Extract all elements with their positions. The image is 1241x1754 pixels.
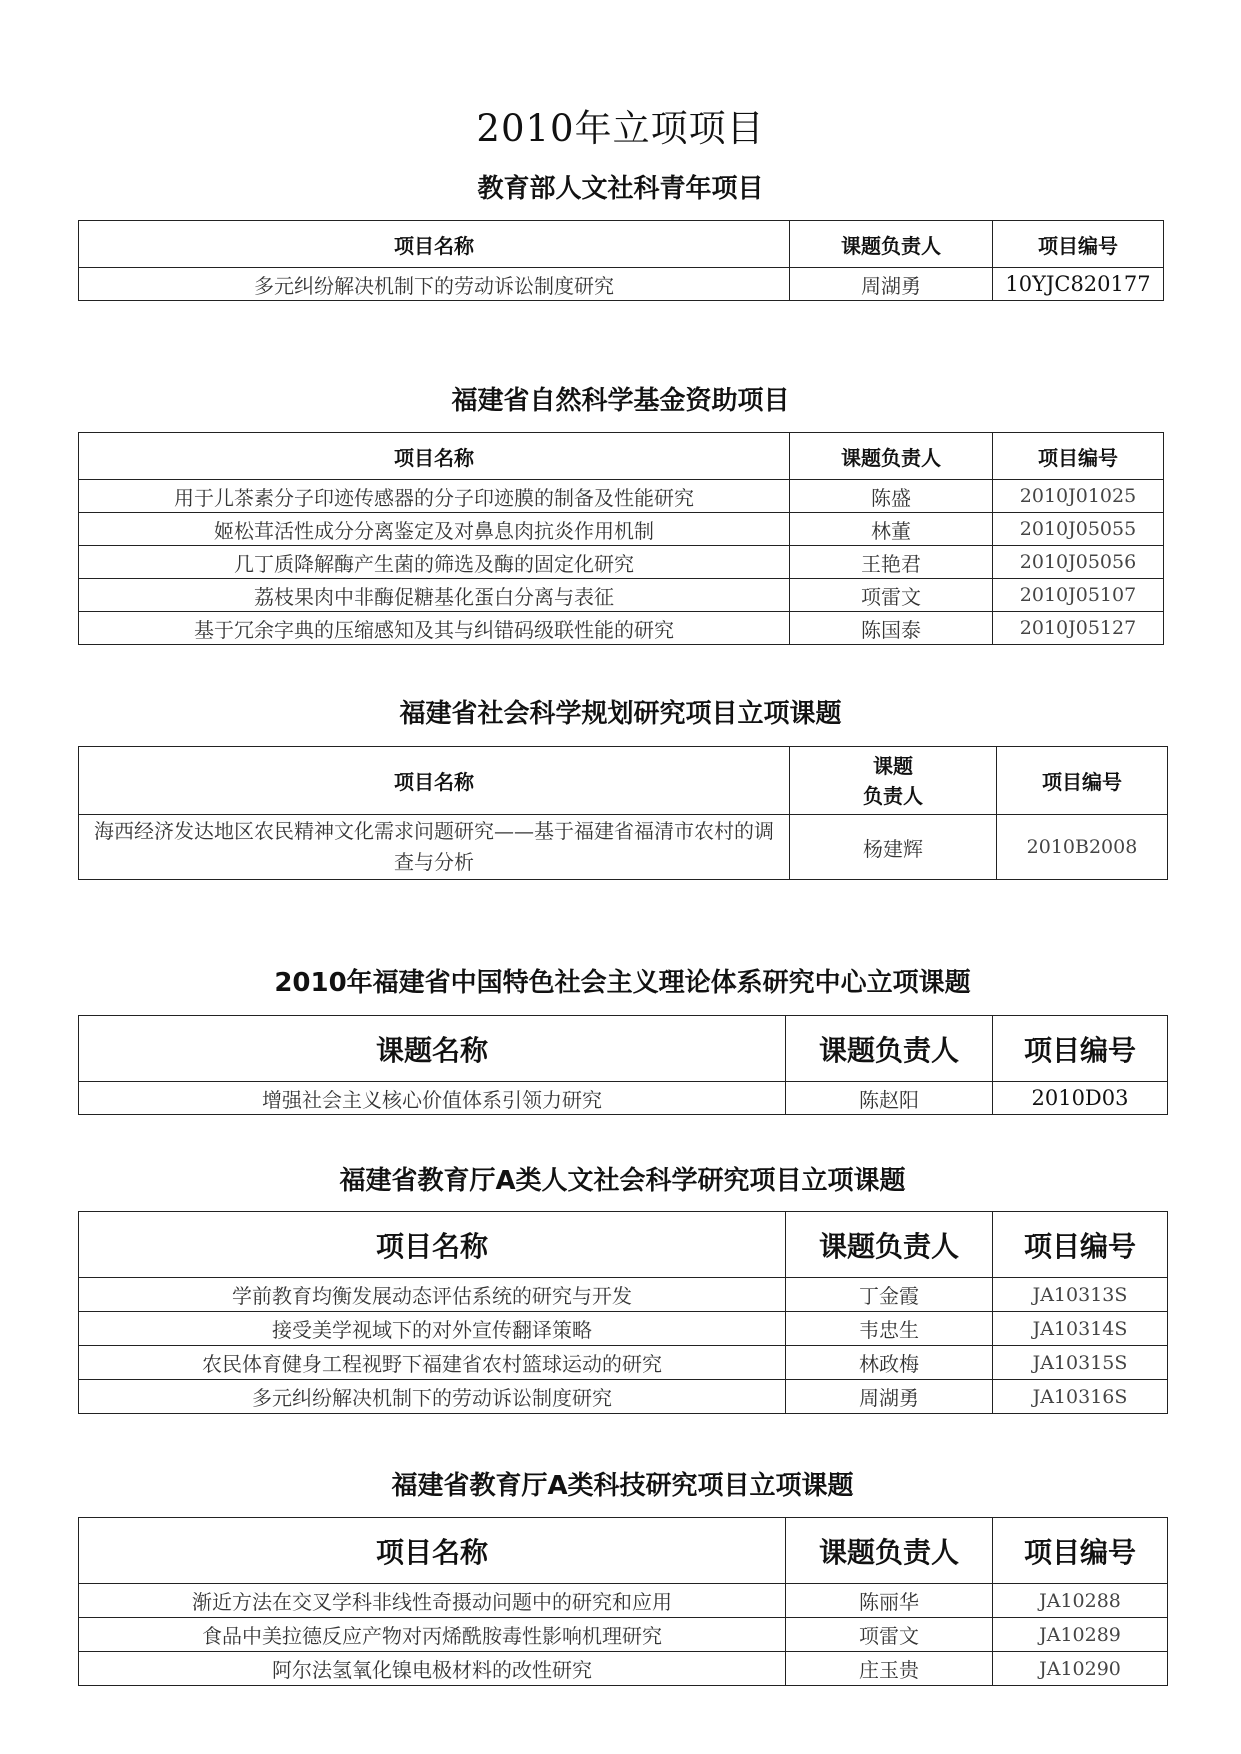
project-code-cell: JA10313S: [993, 1278, 1168, 1312]
project-name-cell: 学前教育均衡发展动态评估系统的研究与开发: [79, 1278, 786, 1312]
project-code-cell: 10YJC820177: [993, 268, 1164, 301]
project-name-cell: 接受美学视域下的对外宣传翻译策略: [79, 1312, 786, 1346]
project-code-cell: 2010J05127: [993, 612, 1164, 645]
person-cell: 韦忠生: [786, 1312, 993, 1346]
project-code-cell: JA10288: [993, 1584, 1168, 1618]
project-code-cell: 2010J05107: [993, 579, 1164, 612]
project-name-cell: 几丁质降解酶产生菌的筛选及酶的固定化研究: [79, 546, 790, 579]
person-cell: 陈盛: [790, 480, 993, 513]
column-header-code: 项目编号: [993, 1212, 1168, 1278]
table-row: [79, 1082, 1168, 1115]
person-cell: 林政梅: [786, 1346, 993, 1380]
table-row: [79, 513, 1164, 546]
table-row: [79, 480, 1164, 513]
person-cell: 丁金霞: [786, 1278, 993, 1312]
project-code-cell: 2010J05056: [993, 546, 1164, 579]
projects-table: [78, 746, 1168, 880]
column-header-person: 课题负责人: [786, 1212, 993, 1278]
table-row: [79, 1312, 1168, 1346]
project-name-cell: 海西经济发达地区农民精神文化需求问题研究——基于福建省福清市农村的调查与分析: [79, 815, 790, 880]
table-row: [79, 1652, 1168, 1686]
project-name-cell: 姬松茸活性成分分离鉴定及对鼻息肉抗炎作用机制: [79, 513, 790, 546]
column-header-code: 项目编号: [993, 1016, 1168, 1082]
project-name-cell: 农民体育健身工程视野下福建省农村篮球运动的研究: [79, 1346, 786, 1380]
project-name-cell: 用于儿茶素分子印迹传感器的分子印迹膜的制备及性能研究: [79, 480, 790, 513]
column-header-name: 课题名称: [79, 1016, 786, 1082]
project-name-cell: 渐近方法在交叉学科非线性奇摄动问题中的研究和应用: [79, 1584, 786, 1618]
table-row: [79, 815, 1168, 880]
column-header-name: 项目名称: [79, 747, 790, 815]
person-cell: 周湖勇: [790, 268, 993, 301]
projects-table: [78, 1517, 1168, 1686]
project-code-cell: 2010B2008: [997, 815, 1168, 880]
column-header-person-line: 课题: [873, 753, 913, 778]
project-code-cell: 2010J05055: [993, 513, 1164, 546]
person-cell: 林董: [790, 513, 993, 546]
column-header-name: 项目名称: [79, 433, 790, 480]
project-code-cell: JA10315S: [993, 1346, 1168, 1380]
person-cell: 陈赵阳: [786, 1082, 993, 1115]
section-title: 2010年福建省中国特色社会主义理论体系研究中心立项课题: [274, 968, 971, 998]
column-header-person: 课题负责人: [790, 221, 993, 268]
person-cell: 项雷文: [786, 1618, 993, 1652]
project-code-cell: JA10314S: [993, 1312, 1168, 1346]
column-header-person-line: 负责人: [863, 783, 923, 808]
table-row: [79, 1618, 1168, 1652]
project-code-cell: JA10316S: [993, 1380, 1168, 1414]
column-header-person: [790, 747, 997, 815]
person-cell: 杨建辉: [790, 815, 997, 880]
column-header-code: 项目编号: [993, 433, 1164, 480]
section-title: 福建省社会科学规划研究项目立项课题: [399, 699, 842, 729]
section-title: 福建省自然科学基金资助项目: [451, 386, 790, 416]
table-row: [79, 546, 1164, 579]
person-cell: 庄玉贵: [786, 1652, 993, 1686]
table-row: [79, 579, 1164, 612]
table-row: [79, 1584, 1168, 1618]
project-name-cell: 增强社会主义核心价值体系引领力研究: [79, 1082, 786, 1115]
project-code-cell: 2010D03: [993, 1082, 1168, 1115]
project-code-cell: JA10290: [993, 1652, 1168, 1686]
table-row: [79, 1346, 1168, 1380]
column-header-person: 课题负责人: [790, 433, 993, 480]
column-header-code: 项目编号: [997, 747, 1168, 815]
project-name-cell: 基于冗余字典的压缩感知及其与纠错码级联性能的研究: [79, 612, 790, 645]
projects-table: [78, 1211, 1168, 1414]
column-header-name: 项目名称: [79, 1518, 786, 1584]
section-title: 福建省教育厅A类科技研究项目立项课题: [391, 1471, 854, 1501]
person-cell: 周湖勇: [786, 1380, 993, 1414]
projects-table: [78, 220, 1164, 301]
person-cell: 项雷文: [790, 579, 993, 612]
section-title: 福建省教育厅A类人文社会科学研究项目立项课题: [339, 1166, 906, 1196]
project-name-cell: 阿尔法氢氧化镍电极材料的改性研究: [79, 1652, 786, 1686]
column-header-person: 课题负责人: [786, 1518, 993, 1584]
column-header-name: 项目名称: [79, 1212, 786, 1278]
column-header-name: 项目名称: [79, 221, 790, 268]
column-header-code: 项目编号: [993, 221, 1164, 268]
project-name-cell: 荔枝果肉中非酶促糖基化蛋白分离与表征: [79, 579, 790, 612]
table-row: [79, 612, 1164, 645]
project-name-cell: 食品中美拉德反应产物对丙烯酰胺毒性影响机理研究: [79, 1618, 786, 1652]
table-row: [79, 268, 1164, 301]
person-cell: 陈丽华: [786, 1584, 993, 1618]
table-row: [79, 1380, 1168, 1414]
column-header-code: 项目编号: [993, 1518, 1168, 1584]
person-cell: 陈国泰: [790, 612, 993, 645]
table-row: [79, 1278, 1168, 1312]
section-title: 教育部人文社科青年项目: [477, 174, 764, 204]
project-code-cell: 2010J01025: [993, 480, 1164, 513]
projects-table: [78, 432, 1164, 645]
project-name-cell: 多元纠纷解决机制下的劳动诉讼制度研究: [79, 1380, 786, 1414]
column-header-person: 课题负责人: [786, 1016, 993, 1082]
project-code-cell: JA10289: [993, 1618, 1168, 1652]
person-cell: 王艳君: [790, 546, 993, 579]
projects-table: [78, 1015, 1168, 1115]
project-name-cell: 多元纠纷解决机制下的劳动诉讼制度研究: [79, 268, 790, 301]
page-title: 2010年立项项目: [476, 107, 765, 150]
